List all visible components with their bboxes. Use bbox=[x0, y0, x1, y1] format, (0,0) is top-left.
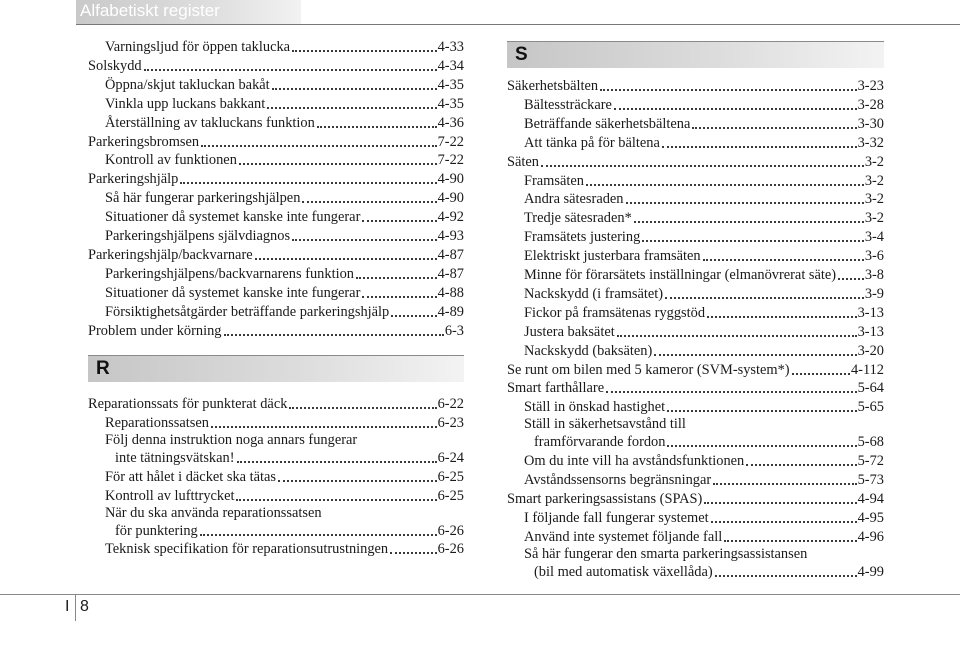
dot-leader bbox=[626, 202, 864, 204]
index-entry-label-continued: inte tätningsvätskan! bbox=[115, 449, 235, 466]
index-entry bbox=[88, 245, 464, 264]
index-entry bbox=[105, 75, 464, 94]
index-entry bbox=[105, 113, 464, 132]
index-entry-page: 6-3 bbox=[444, 322, 464, 339]
index-entry-label: Återställning av takluckans funktion bbox=[105, 114, 315, 131]
dot-leader bbox=[356, 277, 437, 279]
dot-leader bbox=[180, 182, 436, 184]
index-entry-page: 3-32 bbox=[857, 134, 884, 151]
index-entry-page: 3-4 bbox=[864, 229, 884, 246]
section-letter-r: R bbox=[96, 358, 110, 379]
index-entry-page: 3-9 bbox=[864, 285, 884, 302]
index-entry bbox=[524, 246, 884, 265]
dot-leader bbox=[236, 499, 436, 501]
dot-leader bbox=[211, 426, 437, 428]
dot-leader bbox=[586, 184, 864, 186]
dot-leader bbox=[541, 165, 864, 167]
index-entry bbox=[105, 207, 464, 226]
index-entry bbox=[105, 264, 464, 283]
index-entry-page: 3-8 bbox=[864, 267, 884, 283]
index-entry bbox=[105, 539, 464, 558]
index-entry bbox=[105, 37, 464, 56]
footer-page-number: 8 bbox=[80, 598, 89, 615]
index-entry-page: 3-30 bbox=[857, 115, 884, 132]
index-entry bbox=[524, 432, 884, 451]
index-entry bbox=[88, 321, 464, 340]
section-letter-s-band bbox=[507, 41, 884, 68]
index-entry bbox=[88, 394, 464, 413]
dot-leader bbox=[272, 88, 437, 90]
index-entry-page: 4-88 bbox=[437, 284, 464, 301]
index-entry bbox=[524, 470, 884, 489]
index-entry-page: 3-2 bbox=[864, 172, 884, 189]
index-entry-label: Minne för förarsätets inställningar (elmanövrerat säte) bbox=[524, 267, 837, 283]
dot-leader bbox=[617, 335, 857, 337]
dot-leader bbox=[838, 278, 864, 280]
dot-leader bbox=[667, 410, 857, 412]
index-entry bbox=[524, 284, 884, 303]
index-entry bbox=[88, 56, 464, 75]
index-entry-label: Solskydd bbox=[88, 57, 142, 74]
dot-leader bbox=[654, 354, 856, 356]
dot-leader bbox=[289, 407, 436, 409]
index-entry-page: 4-35 bbox=[437, 95, 464, 112]
index-entry-page: 3-28 bbox=[857, 96, 884, 113]
section-letter-r-band bbox=[88, 355, 464, 382]
dot-leader bbox=[302, 201, 436, 203]
index-entry bbox=[524, 208, 884, 227]
index-entry-label: Justera baksätet bbox=[524, 323, 615, 340]
index-entry-page: 4-99 bbox=[857, 563, 884, 580]
index-entry bbox=[88, 169, 464, 188]
index-entry-label: Andra sätesraden bbox=[524, 191, 624, 208]
dot-leader bbox=[201, 145, 437, 147]
dot-leader bbox=[237, 461, 437, 463]
index-entry-label: Reparationssats för punkterat däck bbox=[88, 396, 288, 412]
index-entry-label: Varningsljud för öppen takluckа bbox=[105, 39, 291, 55]
index-entry-label: Säkerhetsbälten bbox=[507, 78, 599, 94]
index-entry-label: Problem under körning bbox=[88, 322, 222, 339]
index-entry-page: 6-26 bbox=[437, 541, 464, 558]
index-entry-page: 7-22 bbox=[437, 152, 464, 169]
dot-leader bbox=[667, 445, 856, 447]
dot-leader bbox=[606, 391, 857, 393]
index-entry-label: Bältessträckare bbox=[524, 96, 612, 113]
index-entry-label: Säten bbox=[507, 153, 539, 170]
index-entry-label: I följande fall fungerar systemet bbox=[524, 509, 709, 526]
index-entry bbox=[507, 360, 884, 379]
footer-section-letter: I bbox=[65, 598, 70, 615]
index-entry bbox=[105, 150, 464, 169]
index-entry bbox=[507, 76, 884, 95]
index-entry bbox=[524, 114, 884, 133]
index-entry-page: 3-23 bbox=[857, 78, 884, 94]
dot-leader bbox=[292, 239, 437, 241]
dot-leader bbox=[707, 316, 857, 318]
index-entry-page: 3-13 bbox=[857, 304, 884, 321]
dot-leader bbox=[278, 480, 437, 482]
index-entry-page: 5-64 bbox=[857, 380, 884, 397]
page-title: Alfabetiskt register bbox=[80, 1, 220, 20]
index-entry-label: Smart parkeringsassistans (SPAS) bbox=[507, 490, 703, 507]
index-entry-label: Kontroll av lufttrycket bbox=[105, 487, 235, 504]
dot-leader bbox=[614, 108, 857, 110]
index-entry-page: 4-90 bbox=[437, 190, 464, 207]
index-entry-page: 3-20 bbox=[857, 342, 884, 359]
dot-leader bbox=[724, 540, 856, 542]
index-entry-label-continued: framförvarande fordon bbox=[534, 434, 666, 451]
index-entry-page: 3-2 bbox=[864, 210, 884, 227]
index-entry-page: 4-87 bbox=[437, 246, 464, 263]
index-entry-label: När du ska använda reparationssatsen bbox=[105, 504, 322, 521]
index-entry-page: 6-22 bbox=[437, 396, 464, 412]
dot-leader bbox=[713, 483, 856, 485]
index-entry bbox=[524, 265, 884, 284]
index-entry-label: Så här fungerar den smarta parkeringsassistansen bbox=[524, 545, 808, 562]
index-entry-page: 3-2 bbox=[864, 153, 884, 170]
dot-leader bbox=[665, 297, 864, 299]
index-entry bbox=[507, 152, 884, 171]
index-entry bbox=[524, 322, 884, 341]
index-entry-label: Använd inte systemet följande fall bbox=[524, 528, 723, 545]
index-entry-label: Situationer då systemet kanske inte fungerar bbox=[105, 284, 361, 301]
index-entry-label: Parkeringshjälp/backvarnare bbox=[88, 246, 253, 263]
index-entry-page: 4-34 bbox=[437, 57, 464, 74]
dot-leader bbox=[239, 163, 437, 165]
dot-leader bbox=[642, 240, 864, 242]
index-entry-page: 5-68 bbox=[857, 434, 884, 451]
index-entry-label: Så här fungerar parkeringshjälpen bbox=[105, 190, 301, 207]
index-entry-page: 6-25 bbox=[437, 487, 464, 504]
index-entry bbox=[507, 489, 884, 508]
dot-leader bbox=[362, 220, 436, 222]
index-entry-page: 6-26 bbox=[437, 522, 464, 539]
index-entry-page: 5-72 bbox=[857, 453, 884, 470]
index-entry-page: 4-33 bbox=[437, 39, 464, 55]
index-entry bbox=[524, 562, 884, 581]
index-entry-page: 7-22 bbox=[437, 133, 464, 150]
dot-leader bbox=[317, 126, 437, 128]
dot-leader bbox=[200, 534, 437, 536]
index-entry-label: Framsäten bbox=[524, 172, 584, 189]
index-entry bbox=[524, 451, 884, 470]
index-entry-label: Se runt om bilen med 5 kameror (SVM-system*) bbox=[507, 361, 790, 378]
index-entry-page: 4-94 bbox=[857, 490, 884, 507]
index-entry-label: Tredje sätesraden* bbox=[524, 210, 632, 227]
index-entry-label: Öppna/skjut takluckan bakåt bbox=[105, 76, 270, 93]
index-entry bbox=[88, 132, 464, 151]
index-entry-page: 3-13 bbox=[857, 323, 884, 340]
dot-leader bbox=[600, 89, 857, 91]
index-entry bbox=[105, 486, 464, 505]
index-entry-label: Försiktighetsåtgärder beträffande parkeringshjälp bbox=[105, 303, 390, 320]
index-entry-label: Situationer då systemet kanske inte fungerar bbox=[105, 209, 361, 226]
index-entry bbox=[524, 341, 884, 360]
index-entry-label: Vinkla upp luckans bakkant bbox=[105, 95, 266, 112]
index-entry bbox=[524, 227, 884, 246]
index-entry-page: 4-35 bbox=[437, 76, 464, 93]
index-entry-page: 4-89 bbox=[437, 303, 464, 320]
index-entry-page: 4-95 bbox=[857, 509, 884, 526]
index-entry-label: Reparationssatsen bbox=[105, 414, 209, 431]
index-entry-label: Fickor på framsätenas ryggstöd bbox=[524, 304, 706, 321]
index-entry-page: 4-93 bbox=[437, 228, 464, 244]
dot-leader bbox=[390, 552, 436, 554]
index-entry-page: 4-90 bbox=[437, 171, 464, 188]
index-entry bbox=[105, 94, 464, 113]
index-entry-page: 6-25 bbox=[437, 468, 464, 485]
index-entry-label: Ställ in säkerhetsavstånd till bbox=[524, 416, 686, 433]
footer-rule bbox=[0, 594, 960, 595]
index-entry-label: Ställ in önskad hastighet bbox=[524, 399, 666, 416]
index-entry-page: 4-96 bbox=[857, 528, 884, 545]
dot-leader bbox=[267, 107, 436, 109]
index-entry-label: Följ denna instruktion noga annars fungerar bbox=[105, 431, 358, 448]
index-entry-page: 4-112 bbox=[850, 361, 884, 378]
dot-leader bbox=[715, 575, 857, 577]
index-entry-label: Framsätets justering bbox=[524, 229, 641, 246]
index-entry-label: Nackskydd (i framsätet) bbox=[524, 285, 664, 302]
index-entry-label: Kontroll av funktionen bbox=[105, 152, 237, 169]
section-letter-s: S bbox=[515, 44, 528, 65]
index-entry bbox=[105, 226, 464, 245]
index-entry bbox=[105, 188, 464, 207]
index-entry bbox=[524, 303, 884, 322]
dot-leader bbox=[224, 334, 444, 336]
dot-leader bbox=[255, 258, 437, 260]
index-entry-label: Avståndssensorns begränsningar bbox=[524, 472, 712, 488]
index-entry-label: Beträffande säkerhetsbältena bbox=[524, 115, 691, 132]
index-entry bbox=[524, 397, 884, 416]
index-entry bbox=[105, 448, 464, 467]
index-entry-label: Att tänka på för bältena bbox=[524, 134, 660, 151]
dot-leader bbox=[391, 315, 436, 317]
index-entry bbox=[507, 378, 884, 397]
index-entry-page: 4-87 bbox=[437, 265, 464, 282]
dot-leader bbox=[711, 521, 857, 523]
index-entry bbox=[105, 283, 464, 302]
index-entry bbox=[524, 527, 884, 546]
index-entry bbox=[524, 189, 884, 208]
index-entry-page: 6-23 bbox=[437, 414, 464, 431]
index-entry-label: Elektriskt justerbara framsäten bbox=[524, 248, 701, 265]
index-entry bbox=[524, 95, 884, 114]
index-entry bbox=[524, 133, 884, 152]
index-entry-label: Smart farthållare bbox=[507, 380, 605, 397]
dot-leader bbox=[362, 296, 436, 298]
index-entry bbox=[105, 521, 464, 540]
index-entry-label: Parkeringshjälpens självdiagnos bbox=[105, 228, 291, 244]
dot-leader bbox=[703, 259, 864, 261]
index-entry bbox=[105, 467, 464, 486]
index-entry bbox=[524, 508, 884, 527]
index-entry-label: Teknisk specifikation för reparationsutrustningen bbox=[105, 541, 389, 558]
dot-leader bbox=[662, 146, 857, 148]
index-entry bbox=[105, 413, 464, 432]
dot-leader bbox=[792, 373, 850, 375]
index-entry-label: Parkeringshjälpens/backvarnarens funktion bbox=[105, 265, 354, 282]
index-entry-page: 3-6 bbox=[864, 248, 884, 265]
dot-leader bbox=[704, 502, 856, 504]
index-entry-label: Parkeringsbromsen bbox=[88, 133, 200, 150]
dot-leader bbox=[292, 50, 437, 52]
index-entry-label: För att hålet i däcket ska tätas bbox=[105, 468, 277, 485]
index-entry-page: 5-65 bbox=[857, 399, 884, 416]
index-entry-page: 5-73 bbox=[857, 472, 884, 488]
index-entry-page: 6-24 bbox=[437, 449, 464, 466]
dot-leader bbox=[692, 127, 856, 129]
index-entry-label: Om du inte vill ha avståndsfunktionen bbox=[524, 453, 745, 470]
index-entry-label: Nackskydd (baksäten) bbox=[524, 342, 653, 359]
index-entry-label-continued: för punktering bbox=[115, 522, 198, 539]
index-entry-page: 4-36 bbox=[437, 114, 464, 131]
index-entry bbox=[524, 171, 884, 190]
index-entry-label-continued: (bil med automatisk växellåda) bbox=[534, 563, 713, 580]
dot-leader bbox=[144, 69, 437, 71]
index-entry-page: 4-92 bbox=[437, 209, 464, 226]
dot-leader bbox=[746, 464, 856, 466]
footer-divider bbox=[75, 594, 76, 621]
index-entry-page: 3-2 bbox=[864, 191, 884, 208]
dot-leader bbox=[634, 221, 864, 223]
index-entry-label: Parkeringshjälp bbox=[88, 171, 179, 188]
index-entry bbox=[105, 302, 464, 321]
header-rule bbox=[76, 24, 960, 25]
